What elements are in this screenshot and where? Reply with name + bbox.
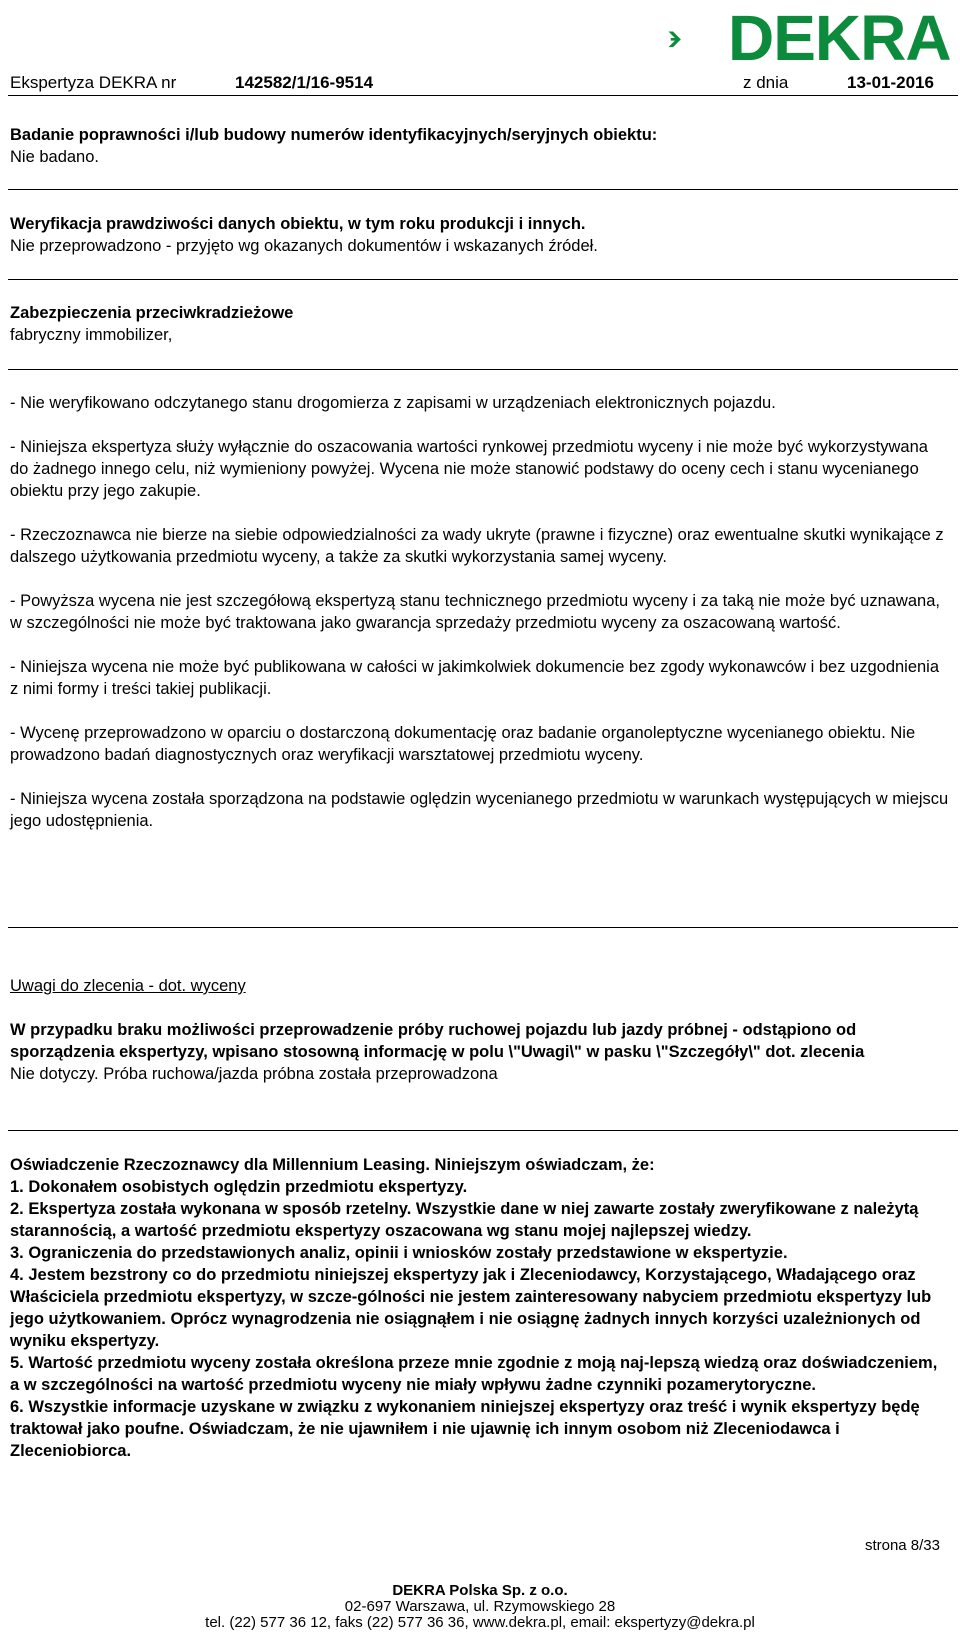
footer-company: DEKRA Polska Sp. z o.o. — [392, 1582, 568, 1599]
notes-section — [10, 392, 950, 832]
header-divider — [8, 95, 958, 96]
security-value: fabryczny immobilizer, — [10, 326, 173, 344]
verification-section — [10, 213, 950, 257]
identification-title: Badanie poprawności i/lub budowy numerów identyfikacyjnych/seryjnych obiektu: — [10, 126, 658, 144]
header-number: 142582/1/16-9514 — [235, 73, 374, 92]
statement-item: 5. Wartość przedmiotu wyceny została określona przeze mnie zgodnie z moją naj-lepszą wiedzą oraz doświadczeniem, a w szczególności na wartość przedmiotu wyceny nie miały wpływu żadne czynniki pozamerytoryczne. — [10, 1354, 938, 1394]
verification-title: Weryfikacja prawdziwości danych obiektu, w tym roku produkcji i innych. — [10, 215, 586, 233]
header-date-label: z dnia — [743, 73, 789, 92]
footer-address: 02-697 Warszawa, ul. Rzymowskiego 28 — [344, 1598, 616, 1615]
remarks-title: Uwagi do zlecenia - dot. wyceny — [10, 977, 246, 995]
statement-item: 2. Ekspertyza została wykonana w sposób rzetelny. Wszystkie dane w niej zawarte zostały zweryfikowane z należytą starannością, a wartość przedmiotu ekspertyzy oszacowana wg stanu mojej najlepszej wiedzy. — [10, 1200, 919, 1240]
note-item: - Wycenę przeprowadzono w oparciu o dostarczoną dokumentację oraz badanie organoleptyczne wycenianego obiektu. Nie prowadzono badań diagnostycznych oraz weryfikacji warsztatowej przedmiotu wyceny. — [10, 724, 916, 764]
header-date: 13-01-2016 — [847, 73, 934, 92]
page-number: strona 8/33 — [864, 1537, 940, 1554]
identification-value: Nie badano. — [10, 148, 99, 166]
statement-item: 1. Dokonałem osobistych oględzin przedmiotu ekspertyzy. — [10, 1178, 468, 1196]
remarks-section — [10, 975, 950, 1085]
verification-value: Nie przeprowadzono - przyjęto wg okazanych dokumentów i wskazanych źródeł. — [10, 237, 598, 255]
statement-title: Oświadczenie Rzeczoznawcy dla Millennium Leasing. Niniejszym oświadczam, że: — [10, 1156, 655, 1174]
note-item: - Rzeczoznawca nie bierze na siebie odpowiedzialności za wady ukryte (prawne i fizyczne) oraz ewentualne skutki wynikające z dalszego użytkowania przedmiotu wyceny, a także za skutki wykorzystania samej wyceny. — [10, 526, 944, 566]
section-divider — [8, 927, 958, 928]
section-divider — [8, 279, 958, 280]
statement-item: 3. Ograniczenia do przedstawionych analiz, opinii i wniosków zostały przedstawione w ekspertyzie. — [10, 1244, 788, 1262]
security-section — [10, 302, 950, 346]
identification-section — [10, 124, 950, 168]
note-item: - Niniejsza ekspertyza służy wyłącznie do oszacowania wartości rynkowej przedmiotu wyceny i nie może być wykorzystywana do żadnego innego celu, niż wymieniony powyżej. Wycena nie może stanowić podstawy do oceny cech i stanu wycenianego obiektu przy jego zakupie. — [10, 438, 928, 500]
security-title: Zabezpieczenia przeciwkradzieżowe — [10, 304, 294, 322]
remarks-question: W przypadku braku możliwości przeprowadzenie próby ruchowej pojazdu lub jazdy próbnej - odstąpiono od sporządzenia ekspertyzy, wpisano stosowną informację w polu \"Uwagi\" w pasku \"Szczegóły\" dot. zlecenia — [10, 1021, 865, 1061]
statement-item: 4. Jestem bezstrony co do przedmiotu niniejszej ekspertyzy jak i Zleceniodawcy, Korzystającego, Władającego oraz Właściciela przedmiotu ekspertyzy, w szcze-gólności nie jestem zainteresowany nabyciem przedmiotu ekspertyzy lub jego użytkowaniem. Oprócz wynagrodzenia nie osiągnąłem i nie osiągnę żadnych innych korzyści uzależnionych od wyniku ekspertyzy. — [10, 1266, 932, 1350]
remarks-answer: Nie dotyczy. Próba ruchowa/jazda próbna została przeprowadzona — [10, 1065, 498, 1083]
section-divider — [8, 1130, 958, 1131]
statement-item: 6. Wszystkie informacje uzyskane w związku z wykonaniem niniejszej ekspertyzy oraz treść i wynik ekspertyzy będę traktował jako poufne. Oświadczam, że nie ujawniłem i nie ujawnię ich innym osobom niż Zleceniodawca i Zleceniobiorca. — [10, 1398, 920, 1460]
header-label: Ekspertyza DEKRA nr — [10, 73, 177, 92]
note-item: - Nie weryfikowano odczytanego stanu drogomierza z zapisami w urządzeniach elektronicznych pojazdu. — [10, 394, 776, 412]
note-item: - Niniejsza wycena nie może być publikowana w całości w jakimkolwiek dokumencie bez zgody wykonawców i bez uzgodnienia z nimi formy i treści takiej publikacji. — [10, 658, 940, 698]
section-divider — [8, 189, 958, 190]
footer-contact: tel. (22) 577 36 12, faks (22) 577 36 36, www.dekra.pl, email: ekspertyzy@dekra.pl — [205, 1614, 755, 1631]
note-item: - Niniejsza wycena została sporządzona na podstawie oględzin wycenianego przedmiotu w warunkach występujących w miejscu jego udostępnienia. — [10, 790, 949, 830]
dekra-logo-icon — [668, 6, 728, 74]
dekra-logo-text: DEKRA — [728, 2, 951, 74]
section-divider — [8, 369, 958, 370]
statement-section — [10, 1154, 950, 1462]
note-item: - Powyższa wycena nie jest szczegółową ekspertyzą stanu technicznego przedmiotu wyceny i za taką nie może być uznawana, w szczególności nie może być traktowana jako gwarancja sprzedaży przedmiotu wyceny za oszacowaną wartość. — [10, 592, 940, 632]
